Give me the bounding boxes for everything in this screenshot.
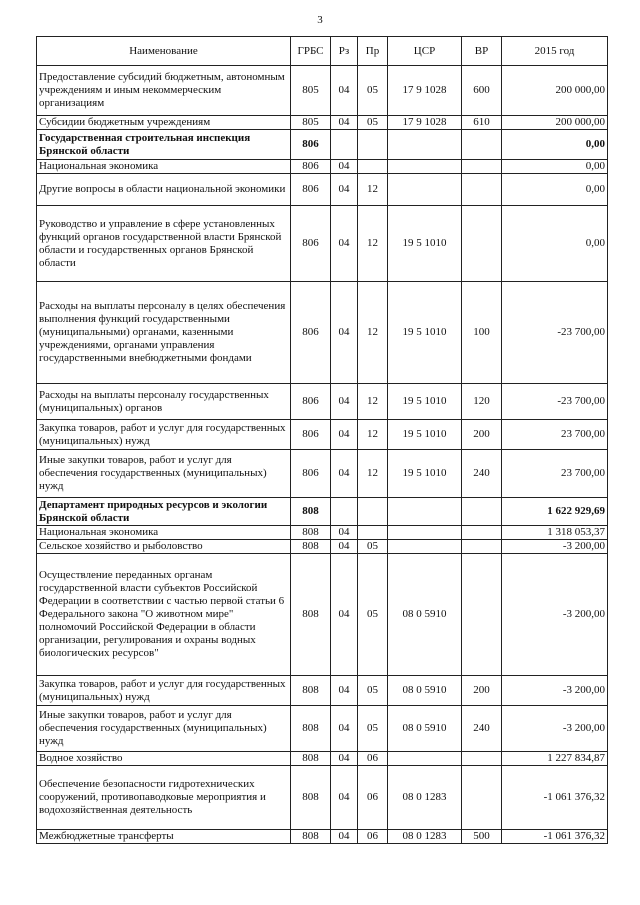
cell-amount: -3 200,00	[502, 540, 608, 554]
page-number: 3	[317, 14, 323, 26]
table-row	[37, 384, 608, 420]
cell-pr	[358, 526, 388, 540]
cell-name: Иные закупки товаров, работ и услуг для обеспечения государственных (муниципальных) нужд	[37, 706, 291, 752]
cell-csr: 08 0 5910	[388, 706, 462, 752]
cell-amount: -23 700,00	[502, 384, 608, 420]
cell-pr	[358, 160, 388, 174]
table-row	[37, 554, 608, 676]
cell-pr: 06	[358, 830, 388, 844]
cell-rz: 04	[331, 830, 358, 844]
cell-rz: 04	[331, 384, 358, 420]
cell-rz: 04	[331, 420, 358, 450]
cell-rz: 04	[331, 174, 358, 206]
cell-pr: 12	[358, 282, 388, 384]
cell-grbs: 806	[291, 174, 331, 206]
cell-grbs: 808	[291, 752, 331, 766]
table-row	[37, 450, 608, 498]
cell-csr: 08 0 1283	[388, 830, 462, 844]
cell-name: Руководство и управление в сфере установленных функций органов государственной власти Брянской области и государственных органов Брянской области	[37, 206, 291, 282]
cell-csr	[388, 498, 462, 526]
cell-vr	[462, 130, 502, 160]
cell-name: Расходы на выплаты персоналу в целях обеспечения выполнения функций государственными (муниципальными) органами, казенными учреждениями, органами управления государственными внебюджетными фондами	[37, 282, 291, 384]
cell-name: Закупка товаров, работ и услуг для государственных (муниципальных) нужд	[37, 676, 291, 706]
cell-csr	[388, 130, 462, 160]
cell-rz	[331, 498, 358, 526]
cell-grbs: 806	[291, 206, 331, 282]
table-row	[37, 526, 608, 540]
cell-vr: 600	[462, 66, 502, 116]
cell-grbs: 806	[291, 160, 331, 174]
cell-amount: 23 700,00	[502, 420, 608, 450]
cell-rz: 04	[331, 206, 358, 282]
cell-grbs: 806	[291, 384, 331, 420]
cell-csr: 17 9 1028	[388, 66, 462, 116]
cell-grbs: 806	[291, 130, 331, 160]
cell-name: Национальная экономика	[37, 160, 291, 174]
cell-pr: 05	[358, 116, 388, 130]
cell-amount: 1 227 834,87	[502, 752, 608, 766]
cell-grbs: 806	[291, 420, 331, 450]
cell-name: Государственная строительная инспекция Брянской области	[37, 130, 291, 160]
cell-grbs: 806	[291, 282, 331, 384]
cell-vr: 240	[462, 450, 502, 498]
cell-pr: 05	[358, 540, 388, 554]
cell-rz: 04	[331, 676, 358, 706]
cell-name: Субсидии бюджетным учреждениям	[37, 116, 291, 130]
cell-pr: 12	[358, 206, 388, 282]
cell-name: Водное хозяйство	[37, 752, 291, 766]
cell-csr: 08 0 1283	[388, 766, 462, 830]
cell-grbs: 808	[291, 498, 331, 526]
cell-pr	[358, 130, 388, 160]
cell-pr: 12	[358, 420, 388, 450]
table-row	[37, 498, 608, 526]
cell-csr	[388, 752, 462, 766]
cell-vr: 100	[462, 282, 502, 384]
cell-amount: 200 000,00	[502, 116, 608, 130]
cell-amount: 0,00	[502, 130, 608, 160]
cell-grbs: 808	[291, 830, 331, 844]
cell-vr: 120	[462, 384, 502, 420]
cell-amount: 1 622 929,69	[502, 498, 608, 526]
cell-grbs: 806	[291, 450, 331, 498]
cell-amount: -3 200,00	[502, 676, 608, 706]
cell-pr: 12	[358, 174, 388, 206]
header-name: Наименование	[37, 37, 291, 66]
cell-grbs: 808	[291, 526, 331, 540]
cell-rz: 04	[331, 160, 358, 174]
cell-pr	[358, 498, 388, 526]
cell-pr: 06	[358, 752, 388, 766]
cell-csr: 19 5 1010	[388, 384, 462, 420]
cell-csr	[388, 160, 462, 174]
header-grbs: ГРБС	[291, 37, 331, 66]
table-row	[37, 752, 608, 766]
table-row	[37, 706, 608, 752]
cell-amount: 0,00	[502, 160, 608, 174]
cell-amount: -1 061 376,32	[502, 766, 608, 830]
cell-rz: 04	[331, 526, 358, 540]
cell-amount: 0,00	[502, 206, 608, 282]
cell-grbs: 808	[291, 554, 331, 676]
table-row	[37, 116, 608, 130]
table-row	[37, 282, 608, 384]
cell-csr: 19 5 1010	[388, 420, 462, 450]
cell-rz: 04	[331, 450, 358, 498]
cell-vr	[462, 752, 502, 766]
cell-csr: 19 5 1010	[388, 450, 462, 498]
cell-name: Предоставление субсидий бюджетным, автономным учреждениям и иным некоммерческим организациям	[37, 66, 291, 116]
cell-rz	[331, 130, 358, 160]
table-row	[37, 420, 608, 450]
cell-vr	[462, 174, 502, 206]
cell-name: Закупка товаров, работ и услуг для государственных (муниципальных) нужд	[37, 420, 291, 450]
cell-grbs: 805	[291, 116, 331, 130]
cell-rz: 04	[331, 66, 358, 116]
cell-amount: -1 061 376,32	[502, 830, 608, 844]
table-row	[37, 206, 608, 282]
cell-pr: 05	[358, 676, 388, 706]
cell-pr: 12	[358, 384, 388, 420]
cell-rz: 04	[331, 706, 358, 752]
cell-pr: 05	[358, 706, 388, 752]
cell-csr: 19 5 1010	[388, 206, 462, 282]
cell-amount: 200 000,00	[502, 66, 608, 116]
cell-vr	[462, 766, 502, 830]
cell-vr	[462, 160, 502, 174]
cell-amount: 1 318 053,37	[502, 526, 608, 540]
header-year: 2015 год	[502, 37, 608, 66]
table-row	[37, 540, 608, 554]
cell-csr	[388, 526, 462, 540]
cell-name: Обеспечение безопасности гидротехнических сооружений, противопаводковые мероприятия и водохозяйственная деятельность	[37, 766, 291, 830]
cell-grbs: 808	[291, 706, 331, 752]
cell-name: Осуществление переданных органам государственной власти субъектов Российской Федерации в соответствии с частью первой статьи 6 Федерального закона "О животном мире" полномочий Российской Федерации в области организации, регулирования и охраны водных биологических ресурсов"	[37, 554, 291, 676]
cell-amount: 23 700,00	[502, 450, 608, 498]
cell-rz: 04	[331, 752, 358, 766]
cell-csr	[388, 174, 462, 206]
cell-name: Иные закупки товаров, работ и услуг для обеспечения государственных (муниципальных) нужд	[37, 450, 291, 498]
cell-grbs: 808	[291, 676, 331, 706]
cell-name: Департамент природных ресурсов и экологии Брянской области	[37, 498, 291, 526]
table-header-row	[37, 37, 608, 66]
budget-table	[36, 36, 608, 844]
cell-grbs: 808	[291, 540, 331, 554]
cell-pr: 05	[358, 554, 388, 676]
cell-amount: 0,00	[502, 174, 608, 206]
cell-pr: 06	[358, 766, 388, 830]
cell-csr: 17 9 1028	[388, 116, 462, 130]
table-row	[37, 830, 608, 844]
cell-vr	[462, 526, 502, 540]
cell-rz: 04	[331, 282, 358, 384]
cell-name: Межбюджетные трансферты	[37, 830, 291, 844]
cell-pr: 12	[358, 450, 388, 498]
cell-name: Сельское хозяйство и рыболовство	[37, 540, 291, 554]
table-row	[37, 676, 608, 706]
cell-rz: 04	[331, 554, 358, 676]
table-row	[37, 66, 608, 116]
cell-vr: 240	[462, 706, 502, 752]
cell-rz: 04	[331, 540, 358, 554]
cell-pr: 05	[358, 66, 388, 116]
cell-csr: 08 0 5910	[388, 676, 462, 706]
cell-vr: 200	[462, 676, 502, 706]
cell-amount: -3 200,00	[502, 706, 608, 752]
header-pr: Пр	[358, 37, 388, 66]
header-csr: ЦСР	[388, 37, 462, 66]
cell-vr	[462, 554, 502, 676]
cell-vr	[462, 540, 502, 554]
table-row	[37, 130, 608, 160]
cell-amount: -23 700,00	[502, 282, 608, 384]
table-row	[37, 160, 608, 174]
cell-name: Расходы на выплаты персоналу государственных (муниципальных) органов	[37, 384, 291, 420]
table-row	[37, 766, 608, 830]
cell-vr	[462, 206, 502, 282]
cell-grbs: 808	[291, 766, 331, 830]
cell-csr: 19 5 1010	[388, 282, 462, 384]
cell-vr: 500	[462, 830, 502, 844]
header-vr: ВР	[462, 37, 502, 66]
header-rz: Рз	[331, 37, 358, 66]
cell-rz: 04	[331, 766, 358, 830]
table-row	[37, 174, 608, 206]
cell-name: Национальная экономика	[37, 526, 291, 540]
cell-vr: 610	[462, 116, 502, 130]
cell-name: Другие вопросы в области национальной экономики	[37, 174, 291, 206]
cell-vr: 200	[462, 420, 502, 450]
cell-csr	[388, 540, 462, 554]
cell-vr	[462, 498, 502, 526]
cell-rz: 04	[331, 116, 358, 130]
cell-grbs: 805	[291, 66, 331, 116]
cell-amount: -3 200,00	[502, 554, 608, 676]
cell-csr: 08 0 5910	[388, 554, 462, 676]
